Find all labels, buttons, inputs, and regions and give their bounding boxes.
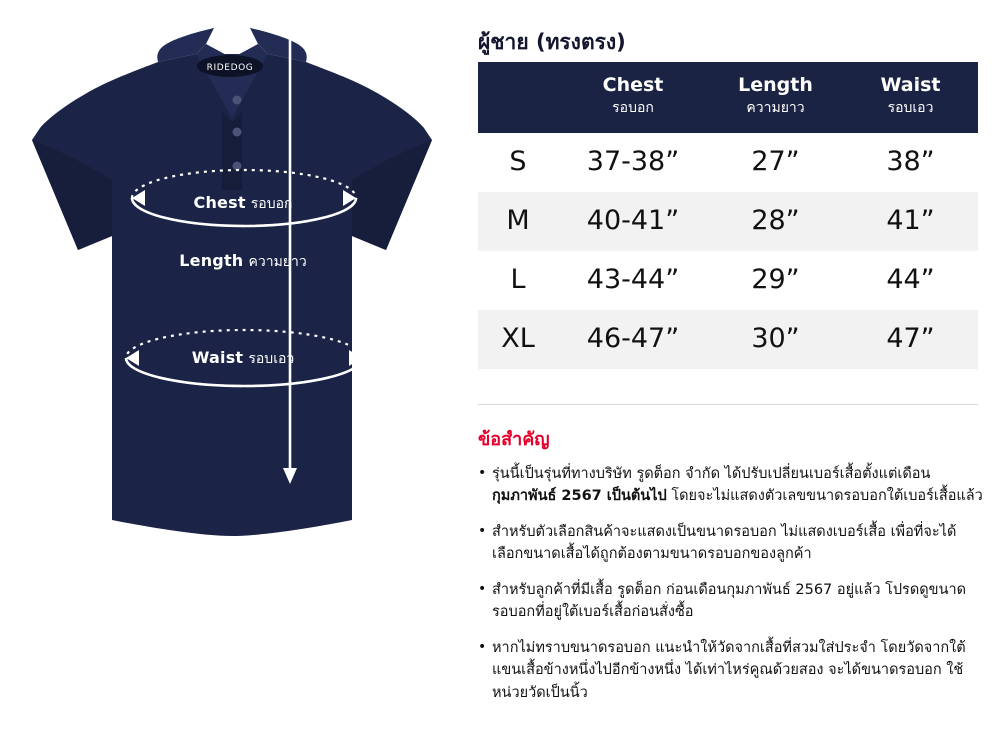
cell-length: 29” — [751, 264, 800, 295]
size-table — [478, 62, 978, 369]
length-label-th: ความยาว — [248, 254, 307, 270]
note-text-part2: โดยจะไม่แสดงตัวเลขขนาดรอบอกใต้เบอร์เสื้อแล้ว — [671, 488, 983, 505]
notes-list — [478, 463, 983, 704]
cell-chest: 37-38” — [586, 146, 680, 177]
column-header-waist-th: รอบเอว — [887, 100, 934, 116]
list-item — [478, 521, 983, 566]
column-header-waist — [843, 62, 978, 133]
chest-label-en: Chest — [193, 193, 246, 212]
cell-size: S — [509, 146, 527, 177]
page-title: ผู้ชาย (ทรงตรง) — [478, 30, 626, 54]
cell-chest: 40-41” — [558, 192, 708, 251]
column-header-chest — [558, 62, 708, 133]
list-item — [478, 463, 983, 508]
column-header-size — [478, 62, 558, 133]
list-item — [478, 579, 983, 624]
cell-chest: 43-44” — [586, 264, 680, 295]
column-header-chest-en: Chest — [602, 74, 664, 96]
shirt-illustration — [0, 0, 470, 734]
important-notes — [478, 424, 983, 717]
note-text-part1: สำหรับตัวเลือกสินค้าจะแสดงเป็นขนาดรอบอก ไม่แสดงเบอร์เสื้อ เพื่อที่จะได้เลือกขนาดเสื้อได้ถูกต้องตามขนาดรอบอกของลูกค้า — [492, 523, 957, 563]
column-header-waist-en: Waist — [880, 74, 941, 96]
column-header-length-th: ความยาว — [746, 100, 805, 116]
table-row — [478, 133, 978, 192]
cell-length: 30” — [708, 310, 843, 369]
waist-label-en: Waist — [191, 348, 244, 367]
cell-waist: 44” — [886, 264, 935, 295]
cell-size: L — [510, 264, 526, 295]
note-text-part1: หากไม่ทราบขนาดรอบอก แนะนำให้วัดจากเสื้อที่สวมใส่ประจำ โดยวัดจากใต้แขนเสื้อข้างหนึ่งไปอีกข้างหนึ่ง ได้เท่าไหร่คูณด้วยสอง จะได้ขนาดรอบอก ใช้หน่วยวัดเป็นนิ้ว — [492, 639, 966, 701]
waist-label-th: รอบเอว — [248, 351, 295, 367]
size-table-body — [478, 133, 978, 369]
cell-size: XL — [478, 310, 558, 369]
length-label-en: Length — [179, 251, 244, 270]
chest-label-th: รอบอก — [250, 196, 293, 212]
cell-waist: 38” — [886, 146, 935, 177]
note-text-part1: รุ่นนี้เป็นรุ่นที่ทางบริษัท รูดต็อก จำกัด ได้ปรับเปลี่ยนเบอร์เสื้อตั้งแต่เดือน — [492, 466, 931, 482]
column-header-length-en: Length — [738, 74, 813, 96]
note-text-bold: กุมภาพันธ์ 2567 เป็นต้นไป — [492, 488, 667, 505]
note-text-part1: สำหรับลูกค้าที่มีเสื้อ รูดต็อก ก่อนเดือนกุมภาพันธ์ 2567 อยู่แล้ว โปรดดูขนาดรอบอกที่อยู่ใต้เบอร์เสื้อก่อนสั่งซื้อ — [492, 581, 967, 621]
column-header-length — [708, 62, 843, 133]
table-row — [478, 192, 978, 251]
cell-length: 27” — [751, 146, 800, 177]
table-header-row — [478, 62, 978, 133]
section-divider — [478, 404, 978, 405]
notes-title: ข้อสำคัญ — [478, 429, 550, 450]
cell-chest: 46-47” — [558, 310, 708, 369]
list-item — [478, 637, 983, 704]
size-table-head — [478, 62, 978, 133]
svg-text:RIDEDOG: RIDEDOG — [206, 63, 254, 73]
table-row — [478, 251, 978, 310]
polo-shirt-graphic — [0, 0, 470, 734]
size-info-panel — [478, 0, 1000, 734]
table-row — [478, 310, 978, 369]
cell-length: 28” — [708, 192, 843, 251]
cell-waist: 41” — [843, 192, 978, 251]
column-header-chest-th: รอบอก — [612, 100, 654, 116]
cell-waist: 47” — [843, 310, 978, 369]
cell-size: M — [478, 192, 558, 251]
